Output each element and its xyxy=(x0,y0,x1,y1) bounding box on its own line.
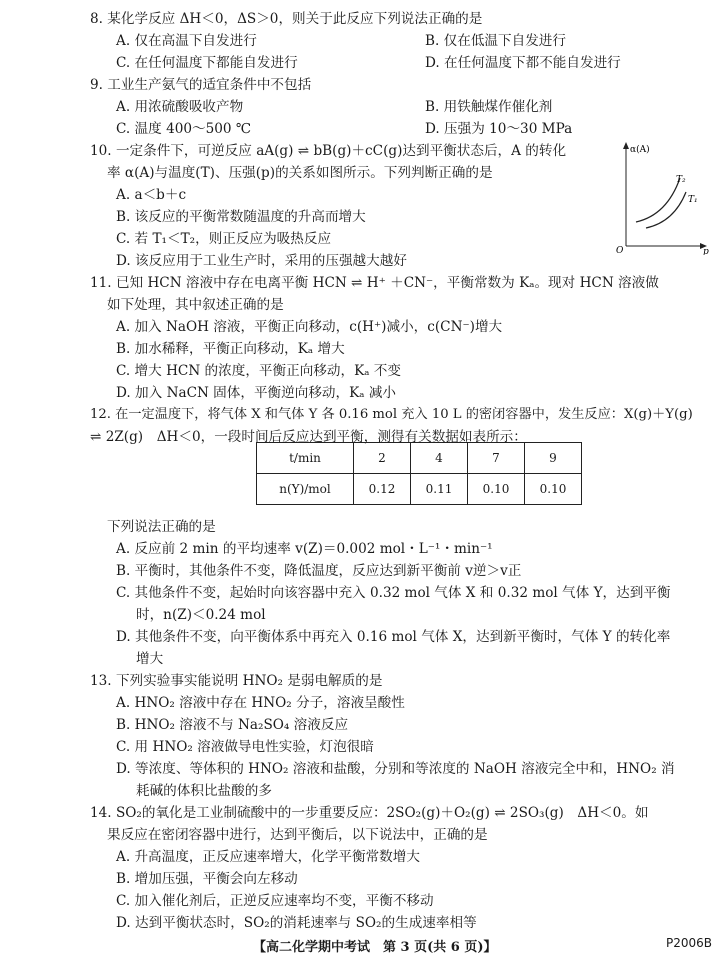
q13-option-c: C. 用 HNO₂ 溶液做导电性实验，灯泡很暗 xyxy=(116,739,374,755)
table-row xyxy=(257,474,582,505)
page-footer: 【高二化学期中考试 第 3 页(共 6 页)】 xyxy=(253,940,497,955)
graph-label-t1: T₁ xyxy=(688,195,698,205)
q14-option-b: B. 增加压强，平衡会向左移动 xyxy=(116,871,298,887)
q10-option-c: C. 若 T₁＜T₂，则正反应为吸热反应 xyxy=(116,231,332,247)
table-cell: 0.12 xyxy=(354,474,411,505)
table-cell: 0.10 xyxy=(468,474,525,505)
q13-stem: 13. 下列实验事实能说明 HNO₂ 是弱电解质的是 xyxy=(90,673,383,689)
table-cell: 0.10 xyxy=(525,474,582,505)
q13-option-d-line1: D. 等浓度、等体积的 HNO₂ 溶液和盐酸，分别和等浓度的 NaOH 溶液完全中和，HNO₂ 消 xyxy=(116,761,675,777)
q12-stem-line2: ⇌ 2Z(g) ΔH＜0，一段时间后反应达到平衡，测得有关数据如表所示： xyxy=(90,429,527,445)
q8-option-d: D. 在任何温度下都不能自发进行 xyxy=(425,55,621,71)
y-axis-arrow xyxy=(623,142,629,149)
q12-option-c-line2: 时，n(Z)＜0.24 mol xyxy=(136,607,266,623)
q8-stem: 8. 某化学反应 ΔH＜0，ΔS＞0，则关于此反应下列说法正确的是 xyxy=(90,11,483,27)
table-cell: 4 xyxy=(411,443,468,474)
q8-option-a: A. 仅在高温下自发进行 xyxy=(116,33,257,49)
q8-option-b: B. 仅在低温下自发进行 xyxy=(425,33,566,49)
q13-option-d-line2: 耗碱的体积比盐酸的多 xyxy=(136,783,272,799)
q10-option-d: D. 该反应用于工业生产时，采用的压强越大越好 xyxy=(116,253,407,269)
q12-option-d-line1: D. 其他条件不变，向平衡体系中再充入 0.16 mol 气体 X，达到新平衡时，气体 Y 的转化率 xyxy=(116,629,671,645)
q8-option-c: C. 在任何温度下都能自发进行 xyxy=(116,55,298,71)
q12-data-table xyxy=(256,442,582,505)
q12-option-d-line2: 增大 xyxy=(136,651,164,667)
q10-option-a: A. a＜b＋c xyxy=(116,187,187,203)
q9-option-c: C. 温度 400～500 ℃ xyxy=(116,121,252,137)
q9-option-d: D. 压强为 10～30 MPa xyxy=(425,121,573,137)
q9-stem: 9. 工业生产氨气的适宜条件中不包括 xyxy=(90,77,312,93)
graph-origin: O xyxy=(616,246,624,255)
table-cell: 0.11 xyxy=(411,474,468,505)
q10-stem-line2: 率 α(A)与温度(T)、压强(p)的关系如图所示。下列判断正确的是 xyxy=(107,165,493,181)
table-header-time: t/min xyxy=(257,443,354,474)
q11-stem-line2: 如下处理，其中叙述正确的是 xyxy=(107,297,284,313)
q11-option-b: B. 加水稀释，平衡正向移动，Kₐ 增大 xyxy=(116,341,345,357)
q10-conversion-graph xyxy=(612,140,712,255)
q9-option-a: A. 用浓硫酸吸收产物 xyxy=(116,99,244,115)
q12-option-c-line1: C. 其他条件不变，起始时向该容器中充入 0.32 mol 气体 X 和 0.32 mol 气体 Y，达到平衡 xyxy=(116,585,671,601)
graph-label-t2: T₂ xyxy=(676,175,686,185)
table-cell: 9 xyxy=(525,443,582,474)
graph-xlabel: p xyxy=(703,247,709,255)
q13-option-a: A. HNO₂ 溶液中存在 HNO₂ 分子，溶液呈酸性 xyxy=(116,695,405,711)
q14-stem-line1: 14. SO₂的氧化是工业制硫酸中的一步重要反应：2SO₂(g)＋O₂(g) ⇌ 2SO₃(g) ΔH＜0。如 xyxy=(90,805,649,821)
table-header-amount: n(Y)/mol xyxy=(257,474,354,505)
q14-option-a: A. 升高温度，正反应速率增大，化学平衡常数增大 xyxy=(116,849,420,865)
table-row xyxy=(257,443,582,474)
q12-option-a: A. 反应前 2 min 的平均速率 v(Z)＝0.002 mol・L⁻¹・min⁻¹ xyxy=(116,541,493,557)
table-cell: 2 xyxy=(354,443,411,474)
q11-option-a: A. 加入 NaOH 溶液，平衡正向移动，c(H⁺)减小，c(CN⁻)增大 xyxy=(116,319,503,335)
q14-option-c: C. 加入催化剂后，正逆反应速率均不变，平衡不移动 xyxy=(116,893,434,909)
paper-code: P2006B xyxy=(666,936,713,950)
q9-option-b: B. 用铁触煤作催化剂 xyxy=(425,99,553,115)
q14-stem-line2: 果反应在密闭容器中进行，达到平衡后，以下说法中，正确的是 xyxy=(107,827,488,843)
q11-stem-line1: 11. 已知 HCN 溶液中存在电离平衡 HCN ⇌ H⁺ ＋CN⁻，平衡常数为 Kₐ。现对 HCN 溶液做 xyxy=(90,275,659,291)
q12-option-b: B. 平衡时，其他条件不变，降低温度，反应达到新平衡前 v逆＞v正 xyxy=(116,563,522,579)
q10-stem-line1: 10. 一定条件下，可逆反应 aA(g) ⇌ bB(g)＋cC(g)达到平衡状态后，A 的转化 xyxy=(90,143,567,159)
curve-t1 xyxy=(646,192,686,228)
q11-option-c: C. 增大 HCN 的浓度，平衡正向移动，Kₐ 不变 xyxy=(116,363,401,379)
q10-option-b: B. 该反应的平衡常数随温度的升高而增大 xyxy=(116,209,366,225)
q13-option-b: B. HNO₂ 溶液不与 Na₂SO₄ 溶液反应 xyxy=(116,717,349,733)
curve-t2 xyxy=(636,178,680,222)
table-cell: 7 xyxy=(468,443,525,474)
q12-lead: 下列说法正确的是 xyxy=(107,519,216,535)
graph-ylabel: α(A) xyxy=(630,145,650,155)
q11-option-d: D. 加入 NaCN 固体，平衡逆向移动，Kₐ 减小 xyxy=(116,385,397,401)
q14-option-d: D. 达到平衡状态时，SO₂的消耗速率与 SO₂的生成速率相等 xyxy=(116,915,477,931)
q12-stem-line1: 12. 在一定温度下，将气体 X 和气体 Y 各 0.16 mol 充入 10 L 的密闭容器中，发生反应：X(g)＋Y(g) xyxy=(90,407,693,422)
